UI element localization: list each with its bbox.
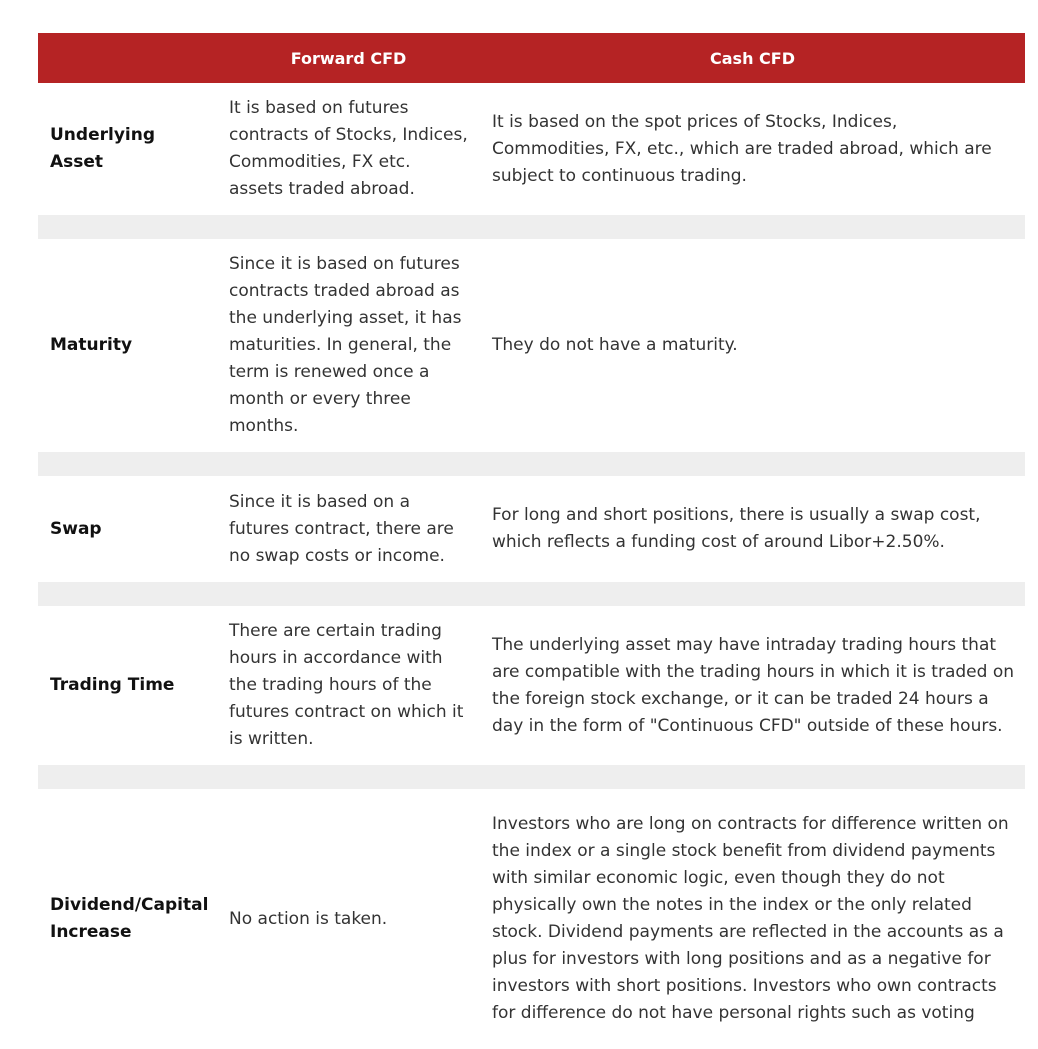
row-separator bbox=[38, 215, 1025, 239]
row-label-swap: Swap bbox=[50, 518, 102, 539]
forward-cell: Since it is based on a futures contract, there are no swap costs or income. bbox=[229, 491, 454, 566]
forward-cell: It is based on futures contracts of Stocks, Indices, Commodities, FX etc. assets traded abroad. bbox=[229, 98, 468, 199]
table-header-row bbox=[38, 33, 1025, 83]
row-separator bbox=[38, 765, 1025, 789]
row-label-trading-time: Trading Time bbox=[50, 675, 175, 695]
table-row bbox=[38, 606, 1025, 765]
cash-cell: It is based on the spot prices of Stocks, Indices, Commodities, FX, etc., which are traded abroad, which are subject to continuous trading. bbox=[492, 111, 992, 186]
row-label-maturity: Maturity bbox=[50, 335, 133, 355]
table-row bbox=[38, 789, 1025, 1049]
table-row bbox=[38, 83, 1025, 215]
row-label-dividend-capital-increase: Dividend/Capital Increase bbox=[50, 895, 209, 942]
row-separator bbox=[38, 452, 1025, 476]
header-forward-cfd: Forward CFD bbox=[217, 33, 480, 83]
cash-cell: Investors who are long on contracts for difference written on the index or a single stock benefit from dividend payments with similar economic logic, even though they do not physically own the notes in the index or the only related stock. Dividend payments are reflected in the accounts as a plus for investors with long positions and as a negative for investors with short positions. Investors who own contracts for difference do not have personal rights such as voting bbox=[492, 814, 1009, 1023]
comparison-table bbox=[38, 33, 1025, 1049]
table-row bbox=[38, 239, 1025, 452]
forward-cell: No action is taken. bbox=[229, 908, 388, 929]
cash-cell: They do not have a maturity. bbox=[492, 335, 738, 355]
header-empty-cell bbox=[38, 33, 217, 83]
table-row bbox=[38, 476, 1025, 582]
row-label-underlying-asset: Underlying Asset bbox=[50, 125, 155, 172]
cash-cell: The underlying asset may have intraday trading hours that are compatible with the trading hours in which it is traded on the foreign stock exchange, or it can be traded 24 hours a day in the form of "Continuous CFD" outside of these hours. bbox=[492, 634, 1015, 736]
forward-cell: Since it is based on futures contracts traded abroad as the underlying asset, it has maturities. In general, the term is renewed once a month or every three months. bbox=[229, 254, 462, 436]
row-separator bbox=[38, 582, 1025, 606]
forward-cell: There are certain trading hours in accordance with the trading hours of the futures contract on which it is written. bbox=[229, 621, 464, 749]
cash-cell: For long and short positions, there is usually a swap cost, which reflects a funding cost of around Libor+2.50%. bbox=[492, 505, 981, 552]
header-cash-cfd: Cash CFD bbox=[480, 33, 1025, 83]
